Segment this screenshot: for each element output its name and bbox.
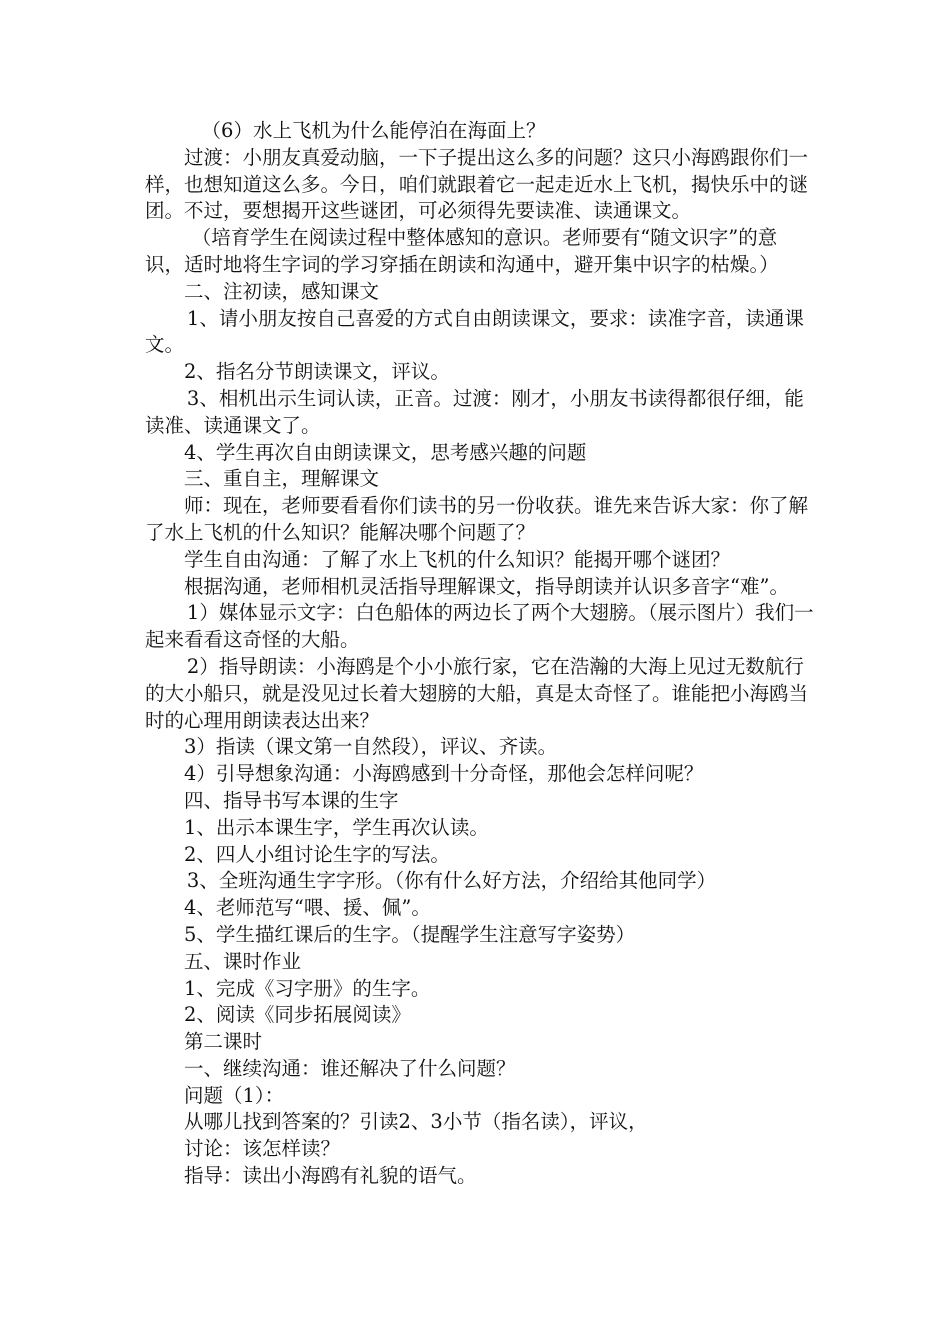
paragraph-8: 4、学生再次自由朗读课文，思考感兴趣的问题 <box>184 440 587 464</box>
lesson-heading-2: 第二课时 <box>184 1030 263 1054</box>
paragraph-11: 学生自由沟通：了解了水上飞机的什么知识？能揭开哪个谜团？ <box>184 547 731 571</box>
paragraph-19: 2、四人小组讨论生字的写法。 <box>184 842 450 866</box>
section-heading-2: 二、注初读，感知课文 <box>184 279 380 303</box>
paragraph-20: 3、全班沟通生字字形。（你有什么好方法，介绍给其他同学） <box>186 869 717 893</box>
paragraph-18: 1、出示本课生字，学生再次认读。 <box>184 815 489 839</box>
paragraph-14: 2）指导朗读：小海鸥是个小小旅行家，它在浩瀚的大海上见过无数航行的大小船只，就是没见过长着大翅膀的大船，真是太奇怪了。谁能把小海鸥当时的心理用朗读表达出来？ <box>145 654 809 732</box>
paragraph-13: 1）媒体显示文字：白色船体的两边长了两个大翅膀。（展示图片）我们一起来看看这奇怪的大船。 <box>145 601 814 652</box>
paragraph-22: 5、学生描红课后的生字。（提醒学生注意写字姿势） <box>184 922 636 946</box>
paragraph-21: 4、老师范写“喂、援、佩”。 <box>184 896 431 920</box>
section-heading-4: 四、指导书写本课的生字 <box>184 788 399 812</box>
paragraph-2: 过渡：小朋友真爱动脑，一下子提出这么多的问题？这只小海鸥跟你们一样，也想知道这么多。今日，咱们就跟着它一起走近水上飞机，揭快乐中的谜团。不过，要想揭开这些谜团，可必须得先要读准、读通课文。 <box>145 145 809 223</box>
paragraph-7: 3、相机出示生词认读，正音。过渡：刚才，小朋友书读得都很仔细，能读准、读通课文了。 <box>145 386 804 437</box>
paragraph-1: （6）水上飞机为什么能停泊在海面上？ <box>201 119 546 142</box>
paragraph-15: 3）指读（课文第一自然段），评议、齐读。 <box>184 735 558 759</box>
paragraph-30: 讨论：该怎样读？ <box>184 1137 341 1161</box>
paragraph-6: 2、指名分节朗读课文，评议。 <box>184 360 450 384</box>
section-heading-5: 五、课时作业 <box>184 949 302 973</box>
paragraph-16: 4）引导想象沟通：小海鸥感到十分奇怪，那他会怎样问呢？ <box>184 762 704 786</box>
document-body <box>145 118 815 1190</box>
paragraph-5: 1、请小朋友按自己喜爱的方式自由朗读课文，要求：读准字音，读通课文。 <box>145 306 804 357</box>
paragraph-28: 问题（1）： <box>184 1083 285 1107</box>
paragraph-10: 师：现在，老师要看看你们读书的另一份收获。谁先来告诉大家：你了解了水上飞机的什么知识？能解决哪个问题了？ <box>145 494 809 544</box>
paragraph-12: 根据沟通，老师相机灵活指导理解课文，指导朗读并认识多音字“难”。 <box>184 574 789 598</box>
paragraph-27: 一、继续沟通：谁还解决了什么问题？ <box>184 1056 516 1080</box>
paragraph-29: 从哪儿找到答案的？引读2、3小节（指名读），评议， <box>184 1110 648 1134</box>
paragraph-25: 2、阅读《同步拓展阅读》 <box>184 1003 411 1027</box>
paragraph-31: 指导：读出小海鸥有礼貌的语气。 <box>184 1164 477 1188</box>
paragraph-3: （培育学生在阅读过程中整体感知的意识。老师要有“随文识字”的意识，适时地将生字词的学习穿插在朗读和沟通中，避开集中识字的枯燥。） <box>145 226 779 276</box>
paragraph-24: 1、完成《习字册》的生字。 <box>184 976 431 1000</box>
section-heading-3: 三、重自主，理解课文 <box>184 467 380 491</box>
